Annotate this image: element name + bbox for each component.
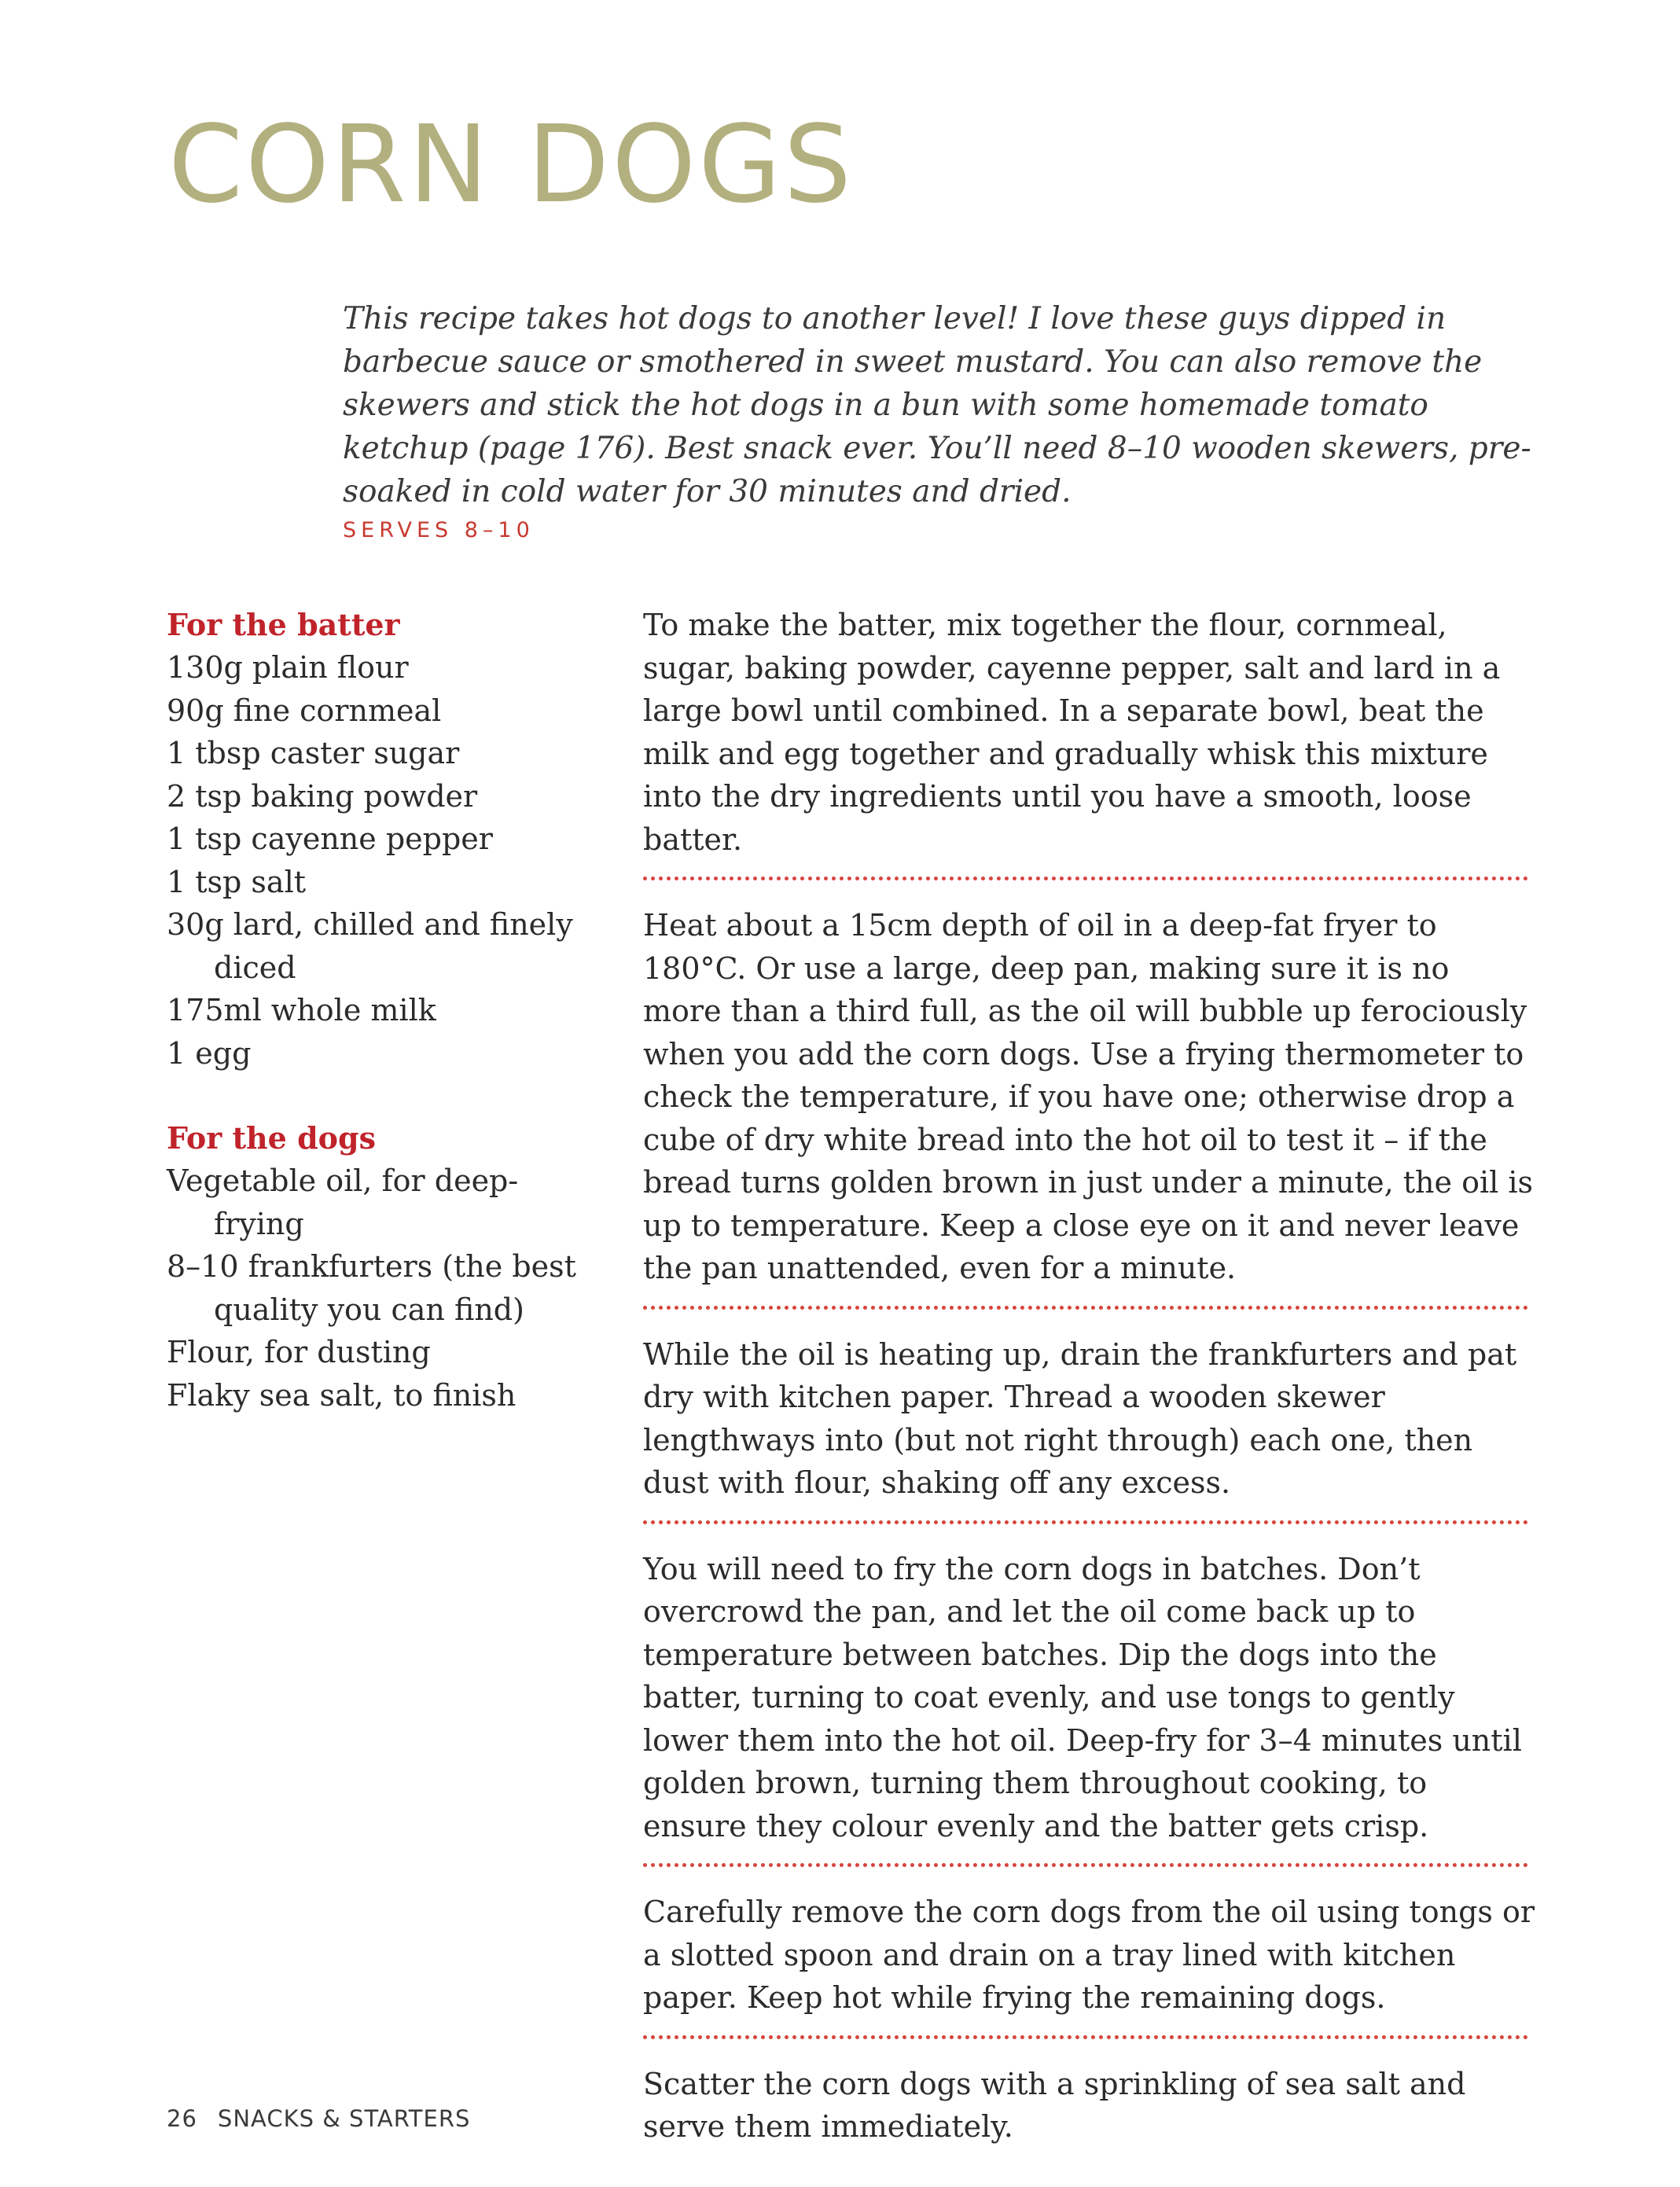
- recipe-title: CORN DOGS: [168, 103, 854, 227]
- ingredient-item: Vegetable oil, for deep-frying: [167, 1163, 519, 1241]
- ingredient-item: 1 tbsp caster sugar: [167, 736, 460, 770]
- method-step-2: Heat about a 15cm depth of oil in a deep-fat fryer to 180°C. Or use a large, deep pan, making sure it is no more than a third full, as the oil will bubble up ferociously when you add the corn dogs. Use a frying thermometer to check the temperature, if you have one; otherwise drop a cube of dry white bread into the hot oil to test it – if the bread turns golden brown in just under a minute, the oil is up to temperature. Keep a close eye on it and never leave the pan unattended, even for a minute.: [643, 908, 1534, 1285]
- ingredient-group-dogs: [167, 1117, 607, 1417]
- page-number: 26: [167, 2105, 197, 2132]
- intro-block: [343, 297, 1538, 542]
- ingredient-heading-batter: For the batter: [167, 607, 400, 642]
- ingredient-item: 1 egg: [167, 1035, 252, 1071]
- ingredients-column: [167, 604, 607, 1459]
- ingredient-heading-dogs: For the dogs: [167, 1120, 376, 1156]
- ingredient-item: 30g lard, chilled and finely diced: [167, 907, 573, 985]
- method-column: [643, 604, 1536, 2148]
- intro-text: This recipe takes hot dogs to another level! I love these guys dipped in barbecue sauce or smothered in sweet mustard. You can also remove the skewers and stick the hot dogs in a bun with some homemade tomato ketchup (page 176). Best snack ever. You’ll need 8–10 wooden skewers, pre-soaked in cold water for 30 minutes and dried.: [343, 301, 1531, 509]
- method-step-3: While the oil is heating up, drain the frankfurters and pat dry with kitchen paper. Thread a wooden skewer lengthways into (but not right through) each one, then dust with flour, shaking off any excess.: [643, 1336, 1517, 1500]
- ingredient-item: Flaky sea salt, to finish: [167, 1377, 516, 1413]
- ingredient-list-batter: [167, 646, 607, 1075]
- ingredient-group-batter: [167, 604, 607, 1075]
- step-divider: [643, 1863, 1528, 1867]
- step-divider: [643, 877, 1528, 880]
- serves-label: SERVES 8–10: [343, 518, 535, 542]
- ingredient-item: 1 tsp cayenne pepper: [167, 822, 493, 856]
- step-divider: [643, 2035, 1528, 2039]
- ingredient-list-dogs: [167, 1160, 607, 1417]
- ingredient-item: 1 tsp salt: [167, 864, 307, 899]
- method-step-5: Carefully remove the corn dogs from the oil using tongs or a slotted spoon and drain on a tray lined with kitchen paper. Keep hot while frying the remaining dogs.: [643, 1895, 1535, 2015]
- section-name: SNACKS & STARTERS: [217, 2105, 471, 2132]
- page-footer: [167, 2105, 470, 2132]
- ingredient-item: 130g plain flour: [167, 650, 409, 685]
- method-step-6: Scatter the corn dogs with a sprinkling of sea salt and serve them immediately.: [643, 2066, 1466, 2144]
- method-step-4: You will need to fry the corn dogs in batches. Don’t overcrowd the pan, and let the oil come back up to temperature between batches. Dip the dogs into the batter, turning to coat evenly, and use tongs to gently lower them into the hot oil. Deep-fry for 3–4 minutes until golden brown, turning them throughout cooking, to ensure they colour evenly and the batter gets crisp.: [643, 1551, 1522, 1843]
- ingredient-item: 175ml whole milk: [167, 993, 436, 1027]
- ingredient-item: 8–10 frankfurters (the best quality you can find): [167, 1249, 576, 1327]
- method-step-1: To make the batter, mix together the flour, cornmeal, sugar, baking powder, cayenne pepper, salt and lard in a large bowl until combined. In a separate bowl, beat the milk and egg together and gradually whisk this mixture into the dry ingredients until you have a smooth, loose batter.: [643, 608, 1501, 857]
- ingredient-item: 90g fine cornmeal: [167, 693, 442, 728]
- step-divider: [643, 1520, 1528, 1524]
- ingredient-item: 2 tsp baking powder: [167, 778, 478, 814]
- step-divider: [643, 1306, 1528, 1310]
- ingredient-item: Flour, for dusting: [167, 1335, 431, 1369]
